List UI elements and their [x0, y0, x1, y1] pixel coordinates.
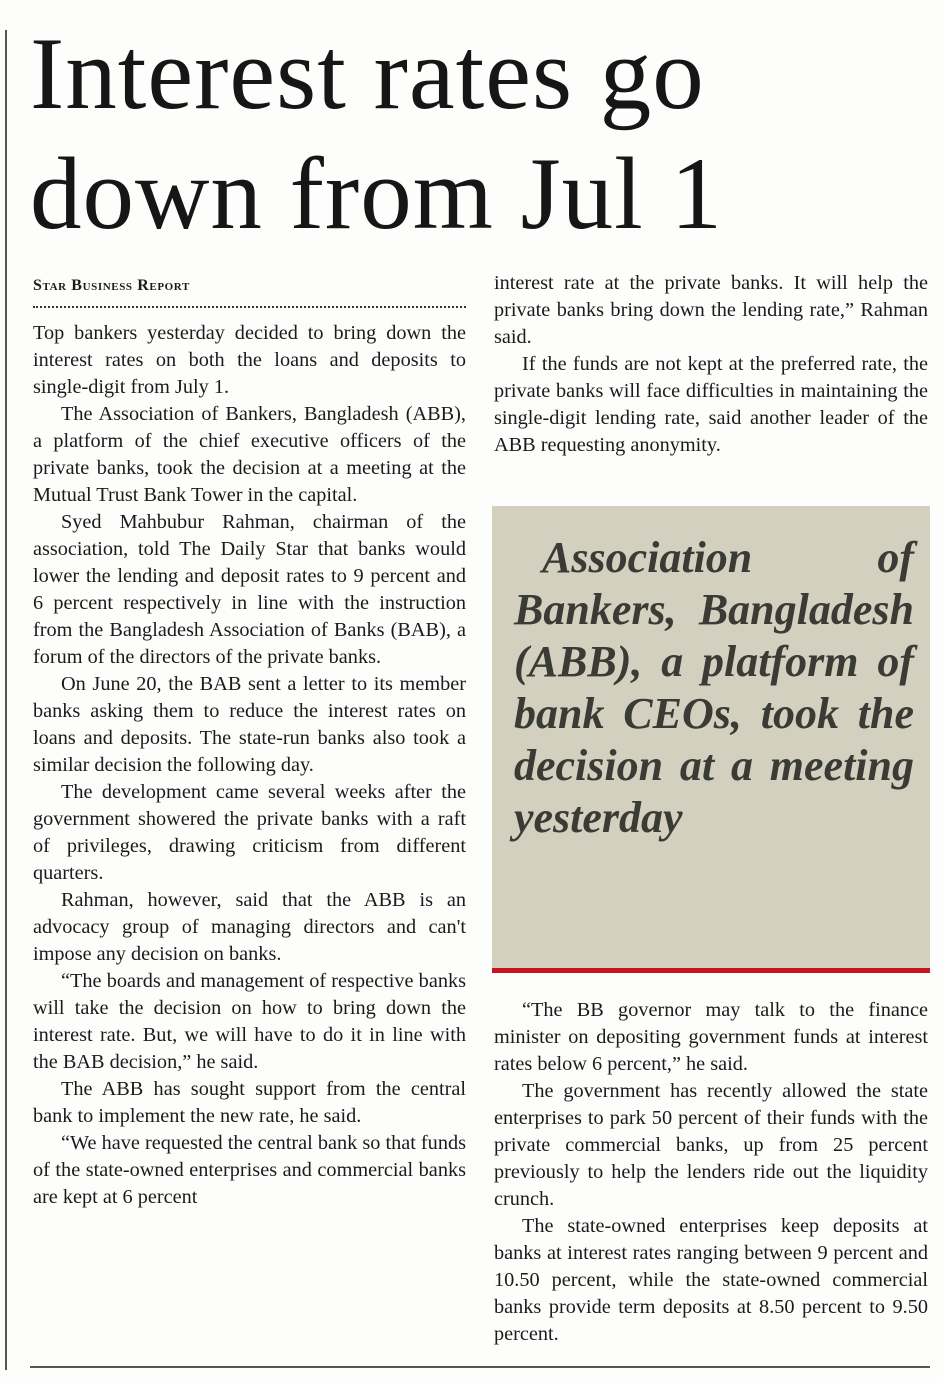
headline: Interest rates go down from Jul 1: [30, 17, 724, 251]
paragraph: The development came several weeks after the government showered the private banks with a raft of privileges, drawing criticism from different quarters.: [33, 781, 466, 884]
paragraph: The Association of Bankers, Bangladesh (ABB), a platform of the chief executive officers of the private banks, took the decision at a meeting at the Mutual Trust Bank Tower in the capital.: [33, 403, 466, 506]
right-column-bottom: [494, 997, 928, 1348]
right-column-top: [494, 270, 928, 459]
paragraph: “We have requested the central bank so that funds of the state-owned enterprises and commercial banks are kept at 6 percent: [33, 1132, 466, 1208]
left-column-rule: [5, 30, 7, 1370]
paragraph: The ABB has sought support from the central bank to implement the new rate, he said.: [33, 1078, 466, 1127]
left-column: [33, 276, 466, 1211]
paragraph: “The BB governor may talk to the finance minister on depositing government funds at interest rates below 6 percent,” he said.: [494, 999, 928, 1075]
paragraph: On June 20, the BAB sent a letter to its member banks asking them to reduce the interest rates on loans and deposits. The state-run banks also took a similar decision the following day.: [33, 673, 466, 776]
pull-quote: Association of Bankers, Bangladesh (ABB), a platform of bank CEOs, took the decision at a meeting yesterday: [514, 533, 914, 842]
paragraph: Rahman, however, said that the ABB is an advocacy group of managing directors and can't impose any decision on banks.: [33, 889, 466, 965]
byline-dotted-divider: [33, 306, 466, 308]
paragraph: The state-owned enterprises keep deposits at banks at interest rates ranging between 9 percent and 10.50 percent, while the state-owned commercial banks provide term deposits at 8.50 percent to 9.50 percent.: [494, 1215, 928, 1345]
byline: Star Business Report: [33, 277, 190, 294]
paragraph: If the funds are not kept at the preferred rate, the private banks will face difficulties in maintaining the single-digit lending rate, said another leader of the ABB requesting anonymity.: [494, 353, 928, 456]
paragraph: “The boards and management of respective banks will take the decision on how to bring down the interest rate. But, we will have to do it in line with the BAB decision,” he said.: [33, 970, 466, 1073]
paragraph: Syed Mahbubur Rahman, chairman of the association, told The Daily Star that banks would lower the lending and deposit rates to 9 percent and 6 percent respectively in line with the instruction from the Bangladesh Association of Banks (BAB), a forum of the directors of the private banks.: [33, 511, 466, 668]
pull-quote-box: [492, 506, 930, 973]
paragraph: interest rate at the private banks. It will help the private banks bring down the lending rate,” Rahman said.: [494, 272, 928, 348]
paragraph: Top bankers yesterday decided to bring down the interest rates on both the loans and deposits to single-digit from July 1.: [33, 322, 466, 398]
paragraph: The government has recently allowed the state enterprises to park 50 percent of their funds with the private commercial banks, up from 25 percent previously to help the lenders ride out the liquidity crunch.: [494, 1080, 928, 1210]
bottom-rule: [30, 1366, 930, 1368]
